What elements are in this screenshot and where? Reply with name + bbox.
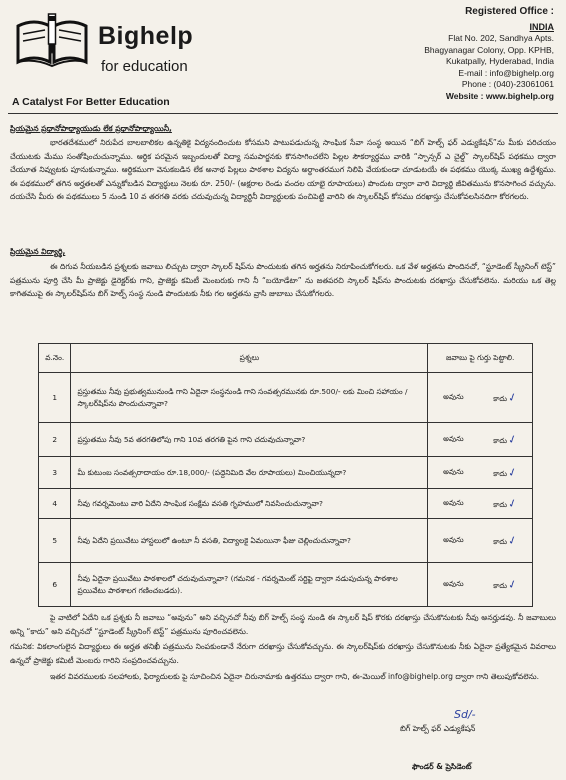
row-question: ప్రస్తుతము నీవు ప్రభుత్వమునుండి గాని ఏదైనా సంస్థనుండి గాని సంవత్సరమునకు రూ.500/- లకు మించి సహాయం / స్కాలర్‌షిప్‌ను పొందుచున్నావా? — [71, 373, 428, 423]
office-phone: Phone : (040)-23061061 — [461, 79, 554, 89]
tick-mark-icon: ✓ — [506, 431, 520, 447]
row-question: నీవు ఏదేని ప్రయివేటు హాస్టలులో ఉంటూ నీ వసతి, విద్యాలకై ఏమయినా ఫీజు చెల్లించుచున్నావా? — [71, 519, 428, 563]
header-sno: వ.నెం. — [39, 344, 71, 373]
table-row — [39, 489, 533, 519]
tick-mark-icon: ✓ — [506, 389, 520, 405]
answer-no[interactable]: కాదు✓ — [493, 495, 520, 511]
row-question: నీవు ఏదైనా ప్రయివేటు పాఠశాలలో చదువుచున్నావా? (గమనిక - గవర్నమెంట్ సర్టిఫై ద్వారా నడుపుచున్న పాఠశాల ప్రయివేటు పాఠశాలగ గణించబడదు). — [71, 563, 428, 607]
table-row — [39, 519, 533, 563]
answer-no[interactable]: కాదు✓ — [493, 532, 520, 548]
tick-mark-icon: ✓ — [506, 495, 520, 511]
row-answer — [428, 457, 533, 489]
table-row — [39, 373, 533, 423]
header-divider — [8, 113, 558, 114]
row-number: 5 — [39, 519, 71, 563]
tagline: A Catalyst For Better Education — [12, 96, 170, 108]
table-row — [39, 563, 533, 607]
office-heading: Registered Office : — [465, 6, 554, 17]
row-answer — [428, 489, 533, 519]
contact-paragraph: ఇతర వివరములకు సలహాలకు, ఫిర్యాదులకు పై సూచించిన ఏదైనా చిరునామాకు ఉత్తరము ద్వారా గాని, ఈ-మెయిల్ info@bighelp.org ద్వారా గాని తెలుపుకోవలెను. — [50, 672, 540, 681]
table-header-row — [39, 344, 533, 373]
brand-subtitle: for education — [101, 58, 188, 75]
office-line3: Kukatpally, Hyderabad, India — [445, 56, 554, 66]
note-paragraph: గమనిక: వికలాంగులైన విద్యార్థులు ఈ అర్హత తనిఖీ పత్రమును నింపకుండానే నేరుగా దరఖాస్తు చేసుకోవచ్చును. ఈ స్కాలర్‌షిప్‌కు దరఖాస్తు చేసుకొనుటకు నీకు ఏదైనా ప్రత్యేకమైన వివరాలు ఉన్నచో ప్రాజెక్టు కమిటీ మెంబరు గారిని సంప్రదించవచ్చును. — [10, 642, 556, 665]
row-number: 2 — [39, 423, 71, 457]
row-question: ప్రస్తుతము నీవు 5వ తరగతిలోపు గాని 10వ తరగతి పైన గాని చదువుచున్నావా? — [71, 423, 428, 457]
answer-no[interactable]: కాదు✓ — [493, 431, 520, 447]
book-pen-logo-icon — [12, 12, 92, 70]
office-website: Website : www.bighelp.org — [445, 90, 554, 101]
signature: Sd/- — [454, 708, 476, 721]
answer-yes[interactable]: అవును — [443, 392, 464, 401]
tick-mark-icon: ✓ — [506, 532, 520, 548]
answer-no[interactable]: కాదు✓ — [493, 389, 520, 405]
row-answer — [428, 519, 533, 563]
row-number: 3 — [39, 457, 71, 489]
header-question: ప్రశ్నలు — [71, 344, 428, 373]
screening-questions-table — [38, 343, 533, 607]
answer-yes[interactable]: అవును — [443, 498, 464, 507]
row-question: నీవు గవర్నమెంటు వారి ఏదేని సాంఘిక సంక్షేమ వసతి గృహములో నివసించుచున్నావా? — [71, 489, 428, 519]
row-answer — [428, 373, 533, 423]
salutation-student: ప్రియమైన విద్యార్థి, — [10, 247, 66, 256]
table-row — [39, 457, 533, 489]
answer-yes[interactable]: అవును — [443, 535, 464, 544]
row-number: 6 — [39, 563, 71, 607]
row-question: మీ కుటుంబ సంవత్సరాదాయం రూ.18,000/- (పద్దెనిమిది వేల రూపాయలు) మించియున్నదా? — [71, 457, 428, 489]
eligibility-paragraph: పై వాటిలో ఏదేని ఒక ప్రశ్నకు నీ జవాబు “అవును” అని వచ్చినచో నీవు బిగ్ హెల్ప్ సంస్థ నుండి ఈ స్కాలర్ షిప్ కొరకు దరఖాస్తు చేసుకొనుటకు నీవు అనర్హుడవు. నీ జవాబులు అన్ని “కాదు” అని వచ్చినచో “స్టూడెంట్ స్క్రీనింగ్ టెస్ట్” పత్రమును పూరించవలెను. — [10, 613, 556, 636]
row-number: 4 — [39, 489, 71, 519]
answer-yes[interactable]: అవును — [443, 434, 464, 443]
tick-mark-icon: ✓ — [506, 576, 520, 592]
row-answer — [428, 563, 533, 607]
brand-name: Bighelp — [98, 22, 194, 50]
answer-yes[interactable]: అవును — [443, 579, 464, 588]
header-answer: జవాబు పై గుర్తు పెట్టాలి. — [428, 344, 533, 373]
intro-paragraph: భారతదేశములో నిరుపేద బాలబాలికల ఉన్నతికై విద్యనందించుట కోసమని పాటుపడుచున్న సాంఘిక సేవా సంస్థ అయిన “బిగ్ హెల్ప్ ఫర్ ఎడ్యుకేషన్”ను మీకు పరిచయం చేయుటకు మేము సంతోషించుచున్నాము. ఆర్థిక పరమైన ఇబ్బందులతో విద్యా సమపార్జనకు కొనసాగించలేని పిల్లల సౌకర్యార్థము వారికి “స్పాన్సర్ ఎ చైల్డ్” స్కాలర్‌షిప్ పథకము ద్వారా చేయూత నివ్వుటకు పూనుకున్నాము. ఆర్థికముగా వెనుకబడిన లేక అనాథ పిల్లలు పాఠశాల విద్యను అర్థాంతరముగ నిలిపి వేయకుండా చూడుటయే ఈ పథకము యొక్క ముఖ్య ఉద్దేశ్యము. ఈ పథకములో తగిన అర్హతలతో ఎన్నుకోబడిన విద్యార్థులు నెలకు రూ. 250/- (అక్షరాల రెండు వందల యాభై రూపాయలు) పొందుట ద్వారా వారి విద్యార్థి జీవితమును కొనసాగించ వచ్చును. దయచేసి మీరు ఈ పథకములు 5 నుండి 10 వ తరగతి వరకు చదువుచున్న విద్యార్థినీ విద్యార్థులకు పంచిపెట్టి వారిని ఈ స్కాలర్‌షిప్ కోసము దరఖాస్తు చేసుకోవలసినదిగా కోరగలరు. — [10, 138, 556, 202]
signature-title: ఫౌండర్ & ప్రెసిడెంట్ — [412, 762, 472, 771]
office-address — [354, 6, 554, 102]
salutation-headmaster: ప్రియమైన ప్రధానోపాధ్యాయుడు లేక ప్రధానోపాధ్యాయినీ, — [10, 124, 172, 133]
student-paragraph: ఈ దిగువ నీయబడిన ప్రశ్నలకు జవాబు లిచ్చుట ద్వారా స్కాలర్ షిప్‌ను పొందుటకు తగిన అర్హతను నిరూపించుకోగలరు. ఒక వేళ అర్హతను పొందినచో, “స్టూడెంట్ స్క్రీనింగ్ టెస్ట్” పత్రమును పూర్తి చేసి మీ ప్రాజెక్టు డైరెక్టర్‌కు గాని, ప్రాజెక్టు కమిటీ మెంబరుకు గాని నీ “బయోడేటా” ను జతపరచి స్కాలర్ షిప్‌ను పొందుటకు దరఖాస్తు చేసుకోవలెను. మరియు ఒక తెల్ల కాగితముపై ఈ స్కాలర్‌షిప్‌ను బిగ్ హెల్ప్ సంస్థ నుండి పొందుటకు నీకు గల అర్హతను వ్రాసి జుబాబు చేసుకోగలరు. — [10, 262, 556, 299]
signature-organization: బిగ్ హెల్ప్ ఫర్ ఎడ్యుకేషన్ — [400, 724, 476, 733]
answer-no[interactable]: కాదు✓ — [493, 576, 520, 592]
office-country: INDIA — [529, 21, 554, 32]
tick-mark-icon: ✓ — [506, 464, 520, 480]
office-email: E-mail : info@bighelp.org — [458, 67, 554, 78]
row-number: 1 — [39, 373, 71, 423]
office-line1: Flat No. 202, Sandhya Apts. — [448, 33, 554, 43]
table-row — [39, 423, 533, 457]
office-line2: Bhagyanagar Colony, Opp. KPHB, — [424, 44, 554, 55]
answer-yes[interactable]: అవును — [443, 467, 464, 476]
answer-no[interactable]: కాదు✓ — [493, 464, 520, 480]
row-answer — [428, 423, 533, 457]
